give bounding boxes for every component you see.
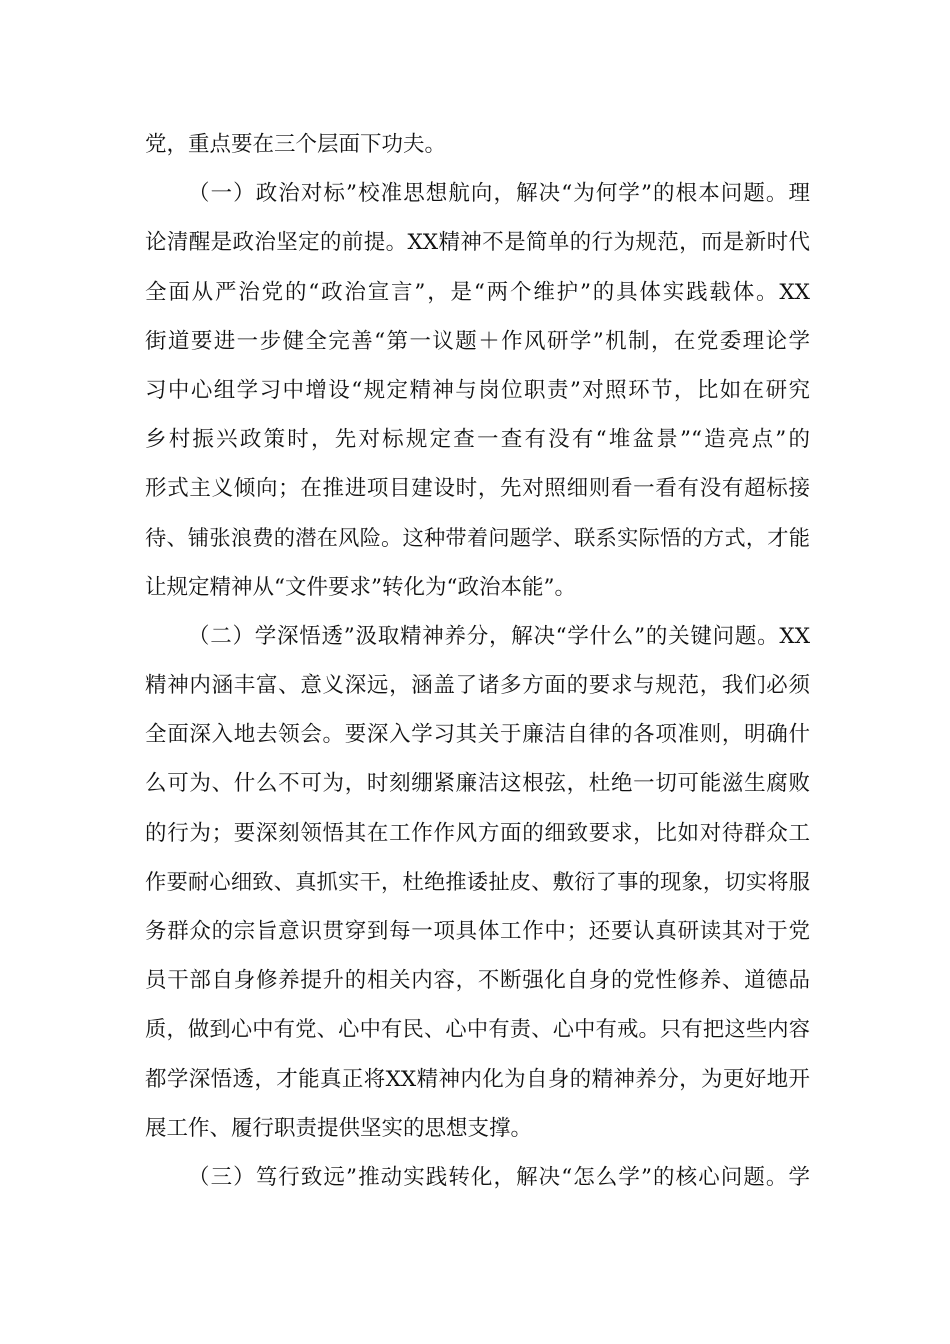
text-line: 质，做到心中有党、心中有民、心中有责、心中有戒。只有把这些内容 <box>145 1017 810 1043</box>
text-line: 待、铺张浪费的潜在风险。这种带着问题学、联系实际悟的方式，才能 <box>145 525 810 551</box>
text-line: 论清醒是政治坚定的前提。XX精神不是简单的行为规范，而是新时代 <box>145 230 810 256</box>
text-line: 乡村振兴政策时，先对标规定查一查有没有“堆盆景”“造亮点”的 <box>145 427 810 453</box>
text-line: （二）学深悟透”汲取精神养分，解决“学什么”的关键问题。XX <box>188 623 810 649</box>
text-line: （三）笃行致远”推动实践转化，解决“怎么学”的核心问题。学 <box>188 1164 810 1190</box>
text-line: 全面从严治党的“政治宣言”，是“两个维护”的具体实践载体。XX <box>145 279 810 305</box>
text-line: 作要耐心细致、真抓实干，杜绝推诿扯皮、敷衍了事的现象，切实将服 <box>145 869 810 895</box>
text-line: 务群众的宗旨意识贯穿到每一项具体工作中；还要认真研读其对于党 <box>145 919 810 944</box>
body-text <box>145 120 810 1202</box>
text-line: 都学深悟透，才能真正将XX精神内化为自身的精神养分，为更好地开 <box>145 1066 810 1092</box>
text-line: 精神内涵丰富、意义深远，涵盖了诸多方面的要求与规范，我们必须 <box>145 673 810 699</box>
text-line: （一）政治对标”校准思想航向，解决“为何学”的根本问题。理 <box>188 181 810 207</box>
text-line: 形式主义倾向；在推进项目建设时，先对照细则看一看有没有超标接 <box>145 476 810 502</box>
text-line: 展工作、履行职责提供坚实的思想支撑。 <box>145 1115 533 1141</box>
text-line: 让规定精神从“文件要求”转化为“政治本能”。 <box>145 574 576 600</box>
text-line: 习中心组学习中增设“规定精神与岗位职责”对照环节，比如在研究 <box>145 377 810 403</box>
text-line: 党，重点要在三个层面下功夫。 <box>145 132 447 157</box>
text-line: 么可为、什么不可为，时刻绷紧廉洁这根弦，杜绝一切可能滋生腐败 <box>145 771 810 797</box>
text-line: 的行为；要深刻领悟其在工作作风方面的细致要求，比如对待群众工 <box>145 820 810 846</box>
text-line: 员干部自身修养提升的相关内容，不断强化自身的党性修养、道德品 <box>145 968 810 994</box>
text-line: 全面深入地去领会。要深入学习其关于廉洁自律的各项准则，明确什 <box>145 722 810 748</box>
text-line: 街道要进一步健全完善“第一议题＋作风研学”机制，在党委理论学 <box>145 328 810 354</box>
